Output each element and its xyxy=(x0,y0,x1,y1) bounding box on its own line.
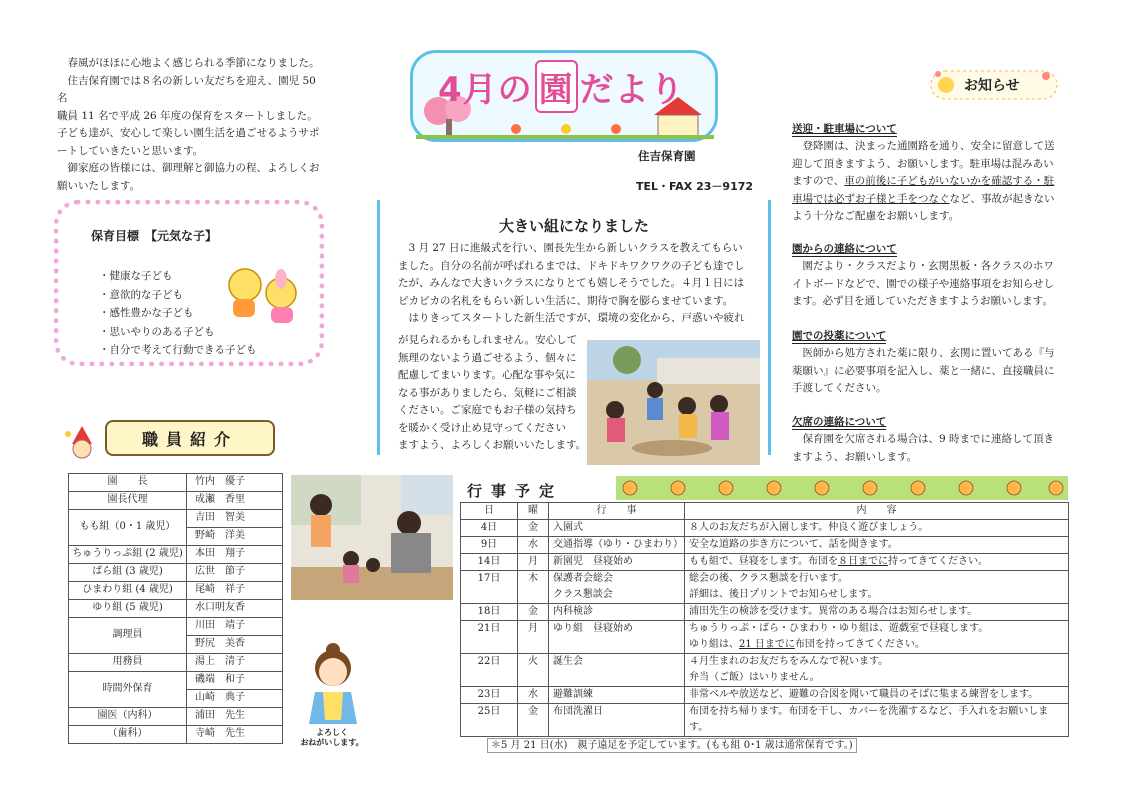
table-row: ばら組 (3 歳児) 広世 節子 xyxy=(69,564,283,582)
staff-banner xyxy=(105,420,275,456)
notices-header xyxy=(930,68,1058,102)
table-header-row: 日 曜 行 事 内 容 xyxy=(461,503,1069,520)
table-row: 4日 金 入園式 ８人のお友だちが入園します。仲良く遊びましょう。 xyxy=(461,520,1069,537)
table-row: ひまわり組 (4 歳児) 尾崎 祥子 xyxy=(69,582,283,600)
goal-item: ・感性豊かな子ども xyxy=(99,307,194,319)
notice-body: 園だより・クラスだより・玄関黒板・各クラスのホワイトボードなどで、園での様子や連絡事項をお知らせします。必ず目を通していただきますようお願いします。 xyxy=(792,260,1054,307)
table-row: 時間外保育 磯端 和子 xyxy=(69,672,283,690)
school-name: 住吉保育園 xyxy=(638,149,696,163)
notice-heading: 園からの連絡について xyxy=(792,243,897,255)
staff-table xyxy=(68,473,283,744)
table-row: 9日 水 交通指導（ゆり・ひまわり） 安全な道路の歩き方について、話を聞きます。 xyxy=(461,537,1069,554)
table-row: 園長代理 成瀬 香里 xyxy=(69,492,283,510)
goals-box xyxy=(54,200,324,366)
table-row: 用務員 湯上 清子 xyxy=(69,654,283,672)
teacher-children-photo xyxy=(291,475,453,600)
logo-title: 4月の 園 だより xyxy=(438,60,685,113)
divider-line xyxy=(768,200,771,455)
bee-border-decoration xyxy=(616,476,1068,500)
cone-kid-icon xyxy=(60,424,102,464)
notice-heading: 園での投薬について xyxy=(792,330,887,342)
events-footnote: ＊5 月 21 日(水) 親子遠足を予定しています。(もも組 0･1 歳は通常保育です。) xyxy=(487,738,857,753)
tel-fax: TEL・FAX 23－9172 xyxy=(636,180,754,193)
table-row: 23日 水 避難訓練 非常ベルや放送など、避難の合図を聞いて職員のそばに集まる練習をします。 xyxy=(461,687,1069,704)
table-row: 園 長 竹内 優子 xyxy=(69,474,283,492)
logo-en-mark: 園 xyxy=(535,60,578,113)
goal-item: ・意欲的な子ども xyxy=(99,288,183,301)
table-row: 調理員 川田 靖子 xyxy=(69,618,283,636)
table-row: 22日 火 誕生会 ４月生まれのお友だちをみんなで祝います。 弁当（ご飯）はいりません。 xyxy=(461,654,1069,687)
article-text-continued: が見られるかもしれません。安心して 無理のないよう過ごせるよう、個々に 配慮してまいります。心配な事や気に なる事がありましたら、気軽にご相談 ください。ご家庭でもお子様の気持ち を暖かく受け止め見守ってください ますよう、よろしくお願いいたします。 xyxy=(398,334,587,451)
table-row: もも組（0・1 歳児） 吉田 智美 xyxy=(69,510,283,528)
goals-title: 保育目標 【元気な子】 xyxy=(91,229,218,243)
table-row: 14日 月 新園児 昼寝始め もも組で、昼寝をします。布団を８日までに持ってきてください。 xyxy=(461,554,1069,571)
notice-body: 保育園を欠席される場合は、9 時までに連絡して頂きますよう、お願いします。 xyxy=(792,433,1055,463)
article-title: 大きい組になりました xyxy=(498,217,649,235)
table-row: 山崎 典子 xyxy=(69,690,283,708)
illustration-caption: よろしく おねがいします。 xyxy=(300,728,364,747)
table-row: ちゅうりっぷ組 (2 歳児) 本田 翔子 xyxy=(69,546,283,564)
table-row: 25日 金 布団洗濯日 布団を持ち帰ります。布団を干し、カバーを洗濯するなど、手入れをお願いします。 xyxy=(461,704,1069,737)
notices-title: お知らせ xyxy=(964,78,1020,94)
goal-item: ・思いやりのある子ども xyxy=(99,325,215,338)
article-text: 3 月 27 日に進級式を行い、園長先生から新しいクラスを教えてもらい ました。自分の名前が呼ばれるまでは、ドキドキワクワクの子ども達でし たが、みんなで大きいクラスになりとても嬉しそうでした。４月１日には ピカピカの名札をもらい新しい生活に、期待で胸を膨らませています。 はりきってスタートした新生活ですが、環境の変化から、戸惑いや疲れ xyxy=(398,242,745,324)
notice-body: 医師から処方された薬に限り、玄関に置いてある『与薬願い』に必要事項を記入し、薬と一緒に、直接職員に手渡してください。 xyxy=(792,347,1055,394)
table-row: 21日 月 ゆり組 昼寝始め ちゅうりっぷ・ばら・ひまわり・ゆり組は、遊戯室で昼寝します。 ゆり組は、21 日までに布団を持ってきてください。 xyxy=(461,621,1069,654)
goal-item: ・健康な子ども xyxy=(99,270,173,282)
table-row: （歯科） 寺崎 先生 xyxy=(69,726,283,744)
kids-playing-photo xyxy=(587,340,760,465)
table-row: 野崎 洋美 xyxy=(69,528,283,546)
greeting-text: 春風がほほに心地よく感じられる季節になりました。 住吉保育園では８名の新しい友だちを迎え、園児 50 名 職員 11 名で平成 26 年度の保育をスタートしました。 子ども達が、安心して楽しい園生活を過ごせるようサポ ートしていきたいと思います。 御家庭の皆様には、御理解と御協力の程、よろしくお 願いいたします。 xyxy=(57,57,320,192)
divider-line xyxy=(377,200,380,455)
goal-item: ・自分で考えて行動できる子ども xyxy=(99,344,257,356)
table-row: 園医（内科） 浦田 先生 xyxy=(69,708,283,726)
table-row: 17日 木 保護者会総会 クラス懇談会 総会の後、クラス懇談を行います。 詳細は、後日プリントでお知らせします。 xyxy=(461,571,1069,604)
notice-body: 登降園は、決まった通園路を通り、安全に留意して送迎して頂きますよう、お願いします。駐車場は混みあいますので、車の前後に子どもがいないかを確認する・駐車場では必ずお子様と手をつなぐなど、事故が起きないよう十分なご配慮をお願いします。 xyxy=(792,140,1055,222)
helmet-kids-illustration xyxy=(217,255,309,327)
table-row: 野尻 美香 xyxy=(69,636,283,654)
table-row: 18日 金 内科検診 浦田先生の検診を受けます。異常のある場合はお知らせします。 xyxy=(461,604,1069,621)
table-row: ゆり組 (5 歳児) 水口明友香 xyxy=(69,600,283,618)
girl-bowing-illustration xyxy=(297,640,369,728)
events-title: 行事予定 xyxy=(467,482,564,500)
notice-heading: 欠席の連絡について xyxy=(792,416,887,428)
staff-banner-label: 職員紹介 xyxy=(141,430,238,449)
notice-heading: 送迎・駐車場について xyxy=(792,123,897,135)
events-table xyxy=(460,502,1069,737)
